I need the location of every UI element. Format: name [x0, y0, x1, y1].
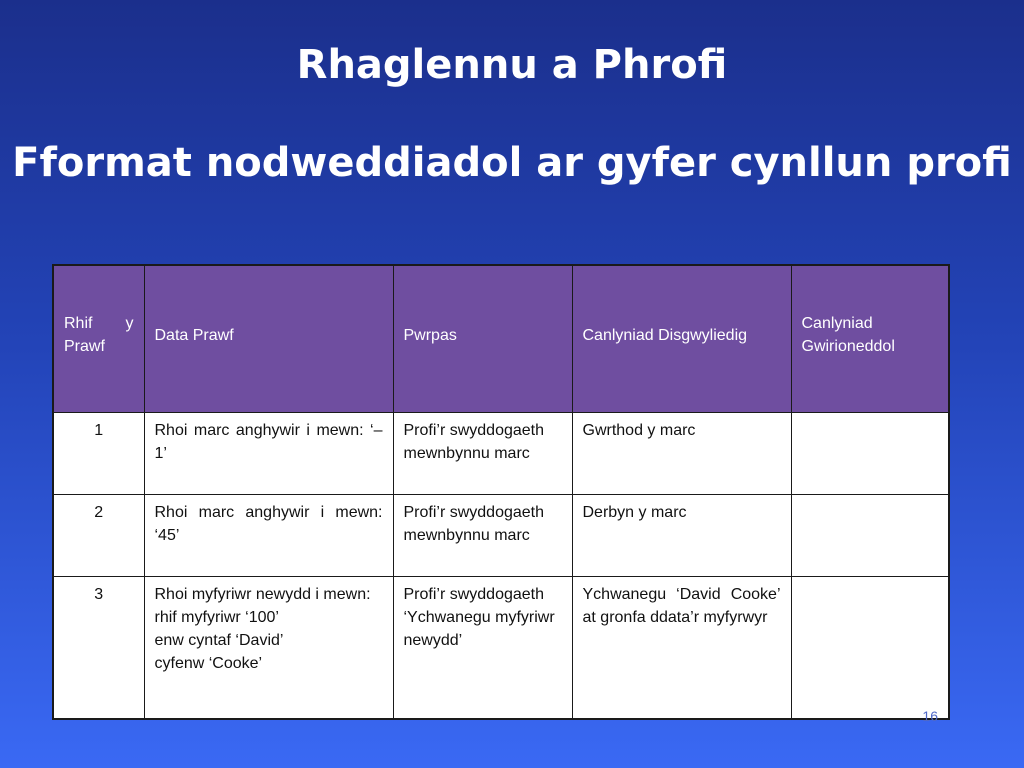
- table-header-row: [53, 265, 949, 413]
- cell-actual-result: [791, 577, 949, 719]
- cell-purpose: Profi’r swyddogaeth ‘Ychwanegu myfyriwr newydd’: [393, 577, 572, 719]
- cell-test-number: 1: [53, 413, 144, 495]
- cell-expected-result: Gwrthod y marc: [572, 413, 791, 495]
- cell-actual-result: [791, 413, 949, 495]
- cell-test-number: 3: [53, 577, 144, 719]
- slide-number: 16: [922, 708, 938, 724]
- cell-test-data: Rhoi marc anghywir i mewn: ‘–1’: [144, 413, 393, 495]
- cell-actual-result: [791, 495, 949, 577]
- table-row: [53, 495, 949, 577]
- header-expected-result: Canlyniad Disgwyliedig: [572, 265, 791, 413]
- cell-expected-result: Ychwanegu ‘David Cooke’ at gronfa ddata’r myfyrwyr: [572, 577, 791, 719]
- header-test-number: Rhif y Prawf: [53, 265, 144, 413]
- slide-title: Rhaglennu a Phrofi: [296, 42, 728, 88]
- table-row: [53, 413, 949, 495]
- header-test-data: Data Prawf: [144, 265, 393, 413]
- cell-purpose: Profi’r swyddogaeth mewnbynnu marc: [393, 495, 572, 577]
- cell-expected-result: Derbyn y marc: [572, 495, 791, 577]
- test-plan-table: [52, 264, 950, 720]
- cell-test-data: Rhoi marc anghywir i mewn: ‘45’: [144, 495, 393, 577]
- table-row: [53, 577, 949, 719]
- header-actual-result: Canlyniad Gwirioneddol: [791, 265, 949, 413]
- cell-test-data: Rhoi myfyriwr newydd i mewn: rhif myfyriwr ‘100’ enw cyntaf ‘David’ cyfenw ‘Cooke’: [144, 577, 393, 719]
- header-purpose: Pwrpas: [393, 265, 572, 413]
- cell-test-number: 2: [53, 495, 144, 577]
- cell-purpose: Profi’r swyddogaeth mewnbynnu marc: [393, 413, 572, 495]
- slide-subtitle: Fformat nodweddiadol ar gyfer cynllun profi: [12, 140, 1012, 186]
